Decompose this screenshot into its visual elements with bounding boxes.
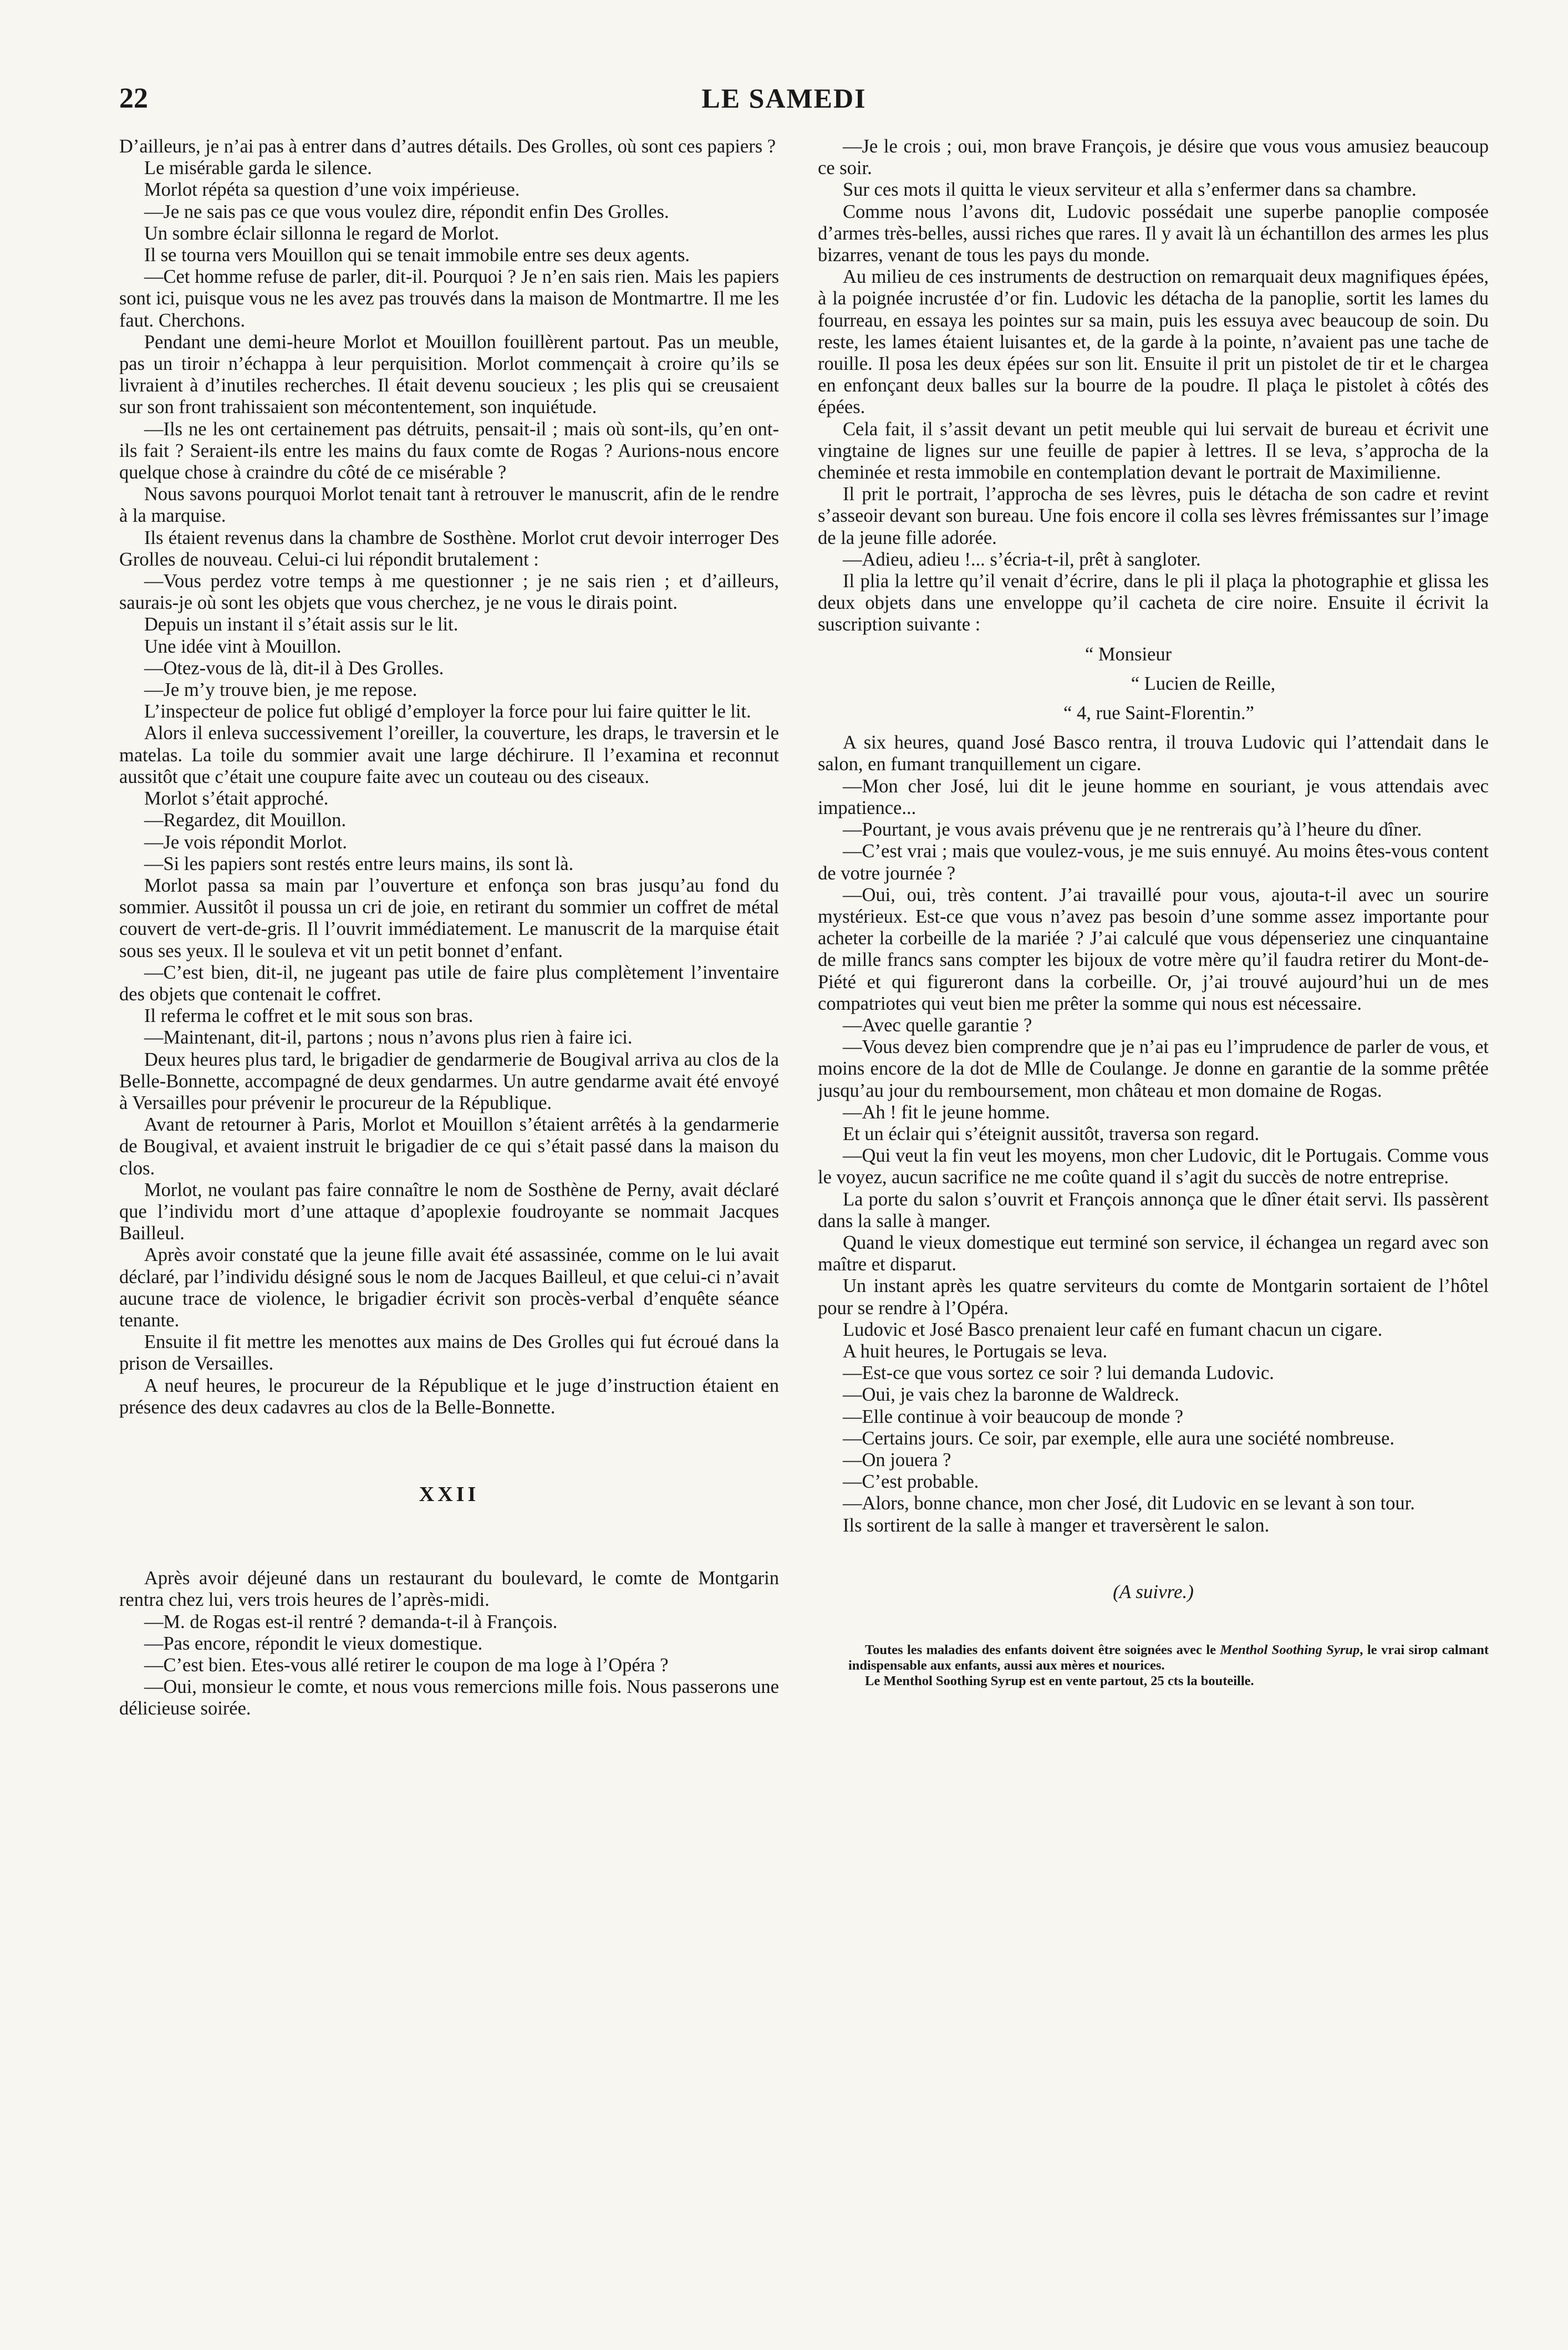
paragraph: Avant de retourner à Paris, Morlot et Mouillon s’étaient arrêtés à la gendarmerie de Bougival, et avaient instruit le brigadier de ce qui s’était passé dans la maison du clos.	[119, 1114, 779, 1179]
paragraph: Cela fait, il s’assit devant un petit meuble qui lui servait de bureau et écrivit une vingtaine de lignes sur une feuille de papier à lettres. Il se leva, s’approcha de la cheminée et resta immobile en contemplation devant le portrait de Maximilienne.	[818, 418, 1489, 484]
paragraph: —Mon cher José, lui dit le jeune homme en souriant, je vous attendais avec impatience...	[818, 775, 1489, 818]
paragraph: L’inspecteur de police fut obligé d’employer la force pour lui faire quitter le lit.	[144, 701, 751, 723]
page-header	[119, 82, 1449, 121]
paragraph: Après avoir déjeuné dans un restaurant du boulevard, le comte de Montgarin rentra chez lui, vers trois heures de l’après-midi.	[119, 1568, 779, 1611]
paragraph: —C’est bien. Etes-vous allé retirer le coupon de ma loge à l’Opéra ?	[144, 1655, 669, 1676]
paragraph: —Pas encore, répondit le vieux domestique.	[144, 1632, 483, 1654]
envelope-address	[818, 644, 1489, 725]
advert-line: Le Menthol Soothing Syrup est en vente partout, 25 cts la bouteille.	[865, 1674, 1254, 1688]
paragraph: —Adieu, adieu !... s’écria-t-il, prêt à sangloter.	[843, 548, 1201, 570]
advertisement	[848, 1642, 1489, 1689]
left-paragraphs	[119, 136, 779, 1418]
right-paragraphs-after	[818, 732, 1489, 1537]
paragraph: Il referma le coffret et le mit sous son bras.	[144, 1005, 474, 1027]
advert-text: Toutes les maladies des enfants doivent être soignées avec le	[865, 1642, 1216, 1657]
paragraph: Le misérable garda le silence.	[144, 157, 372, 179]
paragraph: Sur ces mots il quitta le vieux serviteur et alla s’enfermer dans sa chambre.	[843, 179, 1417, 201]
chapter-paragraphs	[119, 1568, 779, 1720]
paragraph: —Oui, monsieur le comte, et nous vous remercions mille fois. Nous passerons une délicieuse soirée.	[119, 1676, 779, 1720]
paragraph: —Je m’y trouve bien, je me repose.	[144, 679, 418, 701]
paragraph: —Ah ! fit le jeune homme.	[843, 1101, 1050, 1123]
advert-product: Menthol Soothing Syrup	[1220, 1642, 1360, 1657]
paragraph: —Je le crois ; oui, mon brave François, je désire que vous vous amusiez beaucoup ce soir.	[818, 136, 1489, 179]
paragraph: —On jouera ?	[843, 1449, 951, 1471]
right-column	[818, 136, 1489, 1689]
paragraph: Morlot s’était approché.	[144, 788, 329, 810]
paragraph: A neuf heures, le procureur de la République et le juge d’instruction étaient en présence des deux cadavres au clos de la Belle-Bonnette.	[119, 1375, 779, 1418]
right-paragraphs-before	[818, 136, 1489, 636]
paragraph: —Pourtant, je vous avais prévenu que je ne rentrerais qu’à l’heure du dîner.	[843, 819, 1422, 841]
paragraph: —Alors, bonne chance, mon cher José, dit Ludovic en se levant à son tour.	[843, 1493, 1415, 1514]
address-line: “ Monsieur	[1085, 643, 1172, 665]
paragraph: Nous savons pourquoi Morlot tenait tant à retrouver le manuscrit, afin de le rendre à la marquise.	[119, 484, 779, 527]
paragraph: —Cet homme refuse de parler, dit-il. Pourquoi ? Je n’en sais rien. Mais les papiers sont ici, puisque vous ne les avez pas trouvés dans la maison de Montmartre. Il me les faut. Cherchons.	[119, 266, 779, 331]
paragraph: Morlot, ne voulant pas faire connaître le nom de Sosthène de Perny, avait déclaré que l’individu mort d’une attaque d’apoplexie foudroyante se nommait Jacques Bailleul.	[119, 1179, 779, 1244]
paragraph: Ils sortirent de la salle à manger et traversèrent le salon.	[843, 1514, 1270, 1536]
paragraph: Quand le vieux domestique eut terminé son service, il échangea un regard avec son maître et disparut.	[818, 1232, 1489, 1275]
paragraph: La porte du salon s’ouvrit et François annonça que le dîner était servi. Ils passèrent dans la salle à manger.	[818, 1188, 1489, 1232]
paragraph: Pendant une demi-heure Morlot et Mouillon fouillèrent partout. Pas un meuble, pas un tiroir n’échappa à leur perquisition. Morlot commençait à croire qu’ils se livraient à d’inutiles recherches. Il était devenu soucieux ; les plis qui se creusaient sur son front trahissaient son mécontentement, son inquiétude.	[119, 331, 779, 418]
paragraph: Il plia la lettre qu’il venait d’écrire, dans le pli il plaça la photographie et glissa les deux objets dans une enveloppe qu’il cacheta de cire noire. Ensuite il écrivit la suscription suivante :	[818, 571, 1489, 635]
left-column	[119, 136, 779, 1720]
paragraph: D’ailleurs, je n’ai pas à entrer dans d’autres détails. Des Grolles, où sont ces papiers ?	[119, 136, 776, 157]
paragraph: Après avoir constaté que la jeune fille avait été assassinée, comme on le lui avait déclaré, par l’individu désigné sous le nom de Jacques Bailleul, et que celui-ci n’avait aucune trace de violence, le brigadier écrivit son procès-verbal d’enquête séance tenante.	[119, 1244, 779, 1331]
paragraph: Morlot répéta sa question d’une voix impérieuse.	[144, 179, 520, 201]
paragraph: —Elle continue à voir beaucoup de monde ?	[843, 1406, 1184, 1427]
paragraph: Ludovic et José Basco prenaient leur café en fumant chacun un cigare.	[843, 1319, 1383, 1340]
paragraph: Il prit le portrait, l’approcha de ses lèvres, puis le détacha de son cadre et revint s’asseoir devant son bureau. Une fois encore il colla ses lèvres frémissantes sur l’image de la jeune fille adorée.	[818, 484, 1489, 548]
advert-line	[848, 1642, 1489, 1674]
paragraph: —Vous devez bien comprendre que je n’ai pas eu l’imprudence de parler de vous, et moins encore de la dot de Mlle de Coulange. Je donne en garantie de la somme prêtée jusqu’au jour du remboursement, mon château et mon domaine de Rogas.	[818, 1036, 1489, 1101]
page-number: 22	[119, 83, 148, 114]
paragraph: A huit heures, le Portugais se leva.	[843, 1340, 1108, 1362]
to-be-continued: (A suivre.)	[1113, 1580, 1194, 1603]
paragraph: —Vous perdez votre temps à me questionner ; je ne sais rien ; et d’ailleurs, saurais-je où sont les objets que vous cherchez, je ne vous le dirais point.	[119, 571, 779, 614]
paragraph: —Je ne sais pas ce que vous voulez dire, répondit enfin Des Grolles.	[144, 201, 669, 222]
paragraph: Il se tourna vers Mouillon qui se tenait immobile entre ses deux agents.	[144, 245, 690, 266]
paragraph: —Certains jours. Ce soir, par exemple, elle aura une société nombreuse.	[843, 1427, 1394, 1449]
paragraph: Morlot passa sa main par l’ouverture et enfonça son bras jusqu’au fond du sommier. Aussitôt il poussa un cri de joie, en retirant du sommier un coffret de métal couvert de vert-de-gris. Il l’ouvrit immédiatement. Le manuscrit de la marquise était sous ses yeux. Il le souleva et vit un petit bonnet d’enfant.	[119, 874, 779, 962]
paragraph: Comme nous l’avons dit, Ludovic possédait une superbe panoplie composée d’armes très-belles, aussi riches que rares. Il y avait là un échantillon des armes les plus bizarres, venant de tous les pays du monde.	[818, 201, 1489, 266]
paragraph: —Regardez, dit Mouillon.	[144, 810, 347, 831]
paragraph: Une idée vint à Mouillon.	[144, 635, 342, 657]
paragraph: Un instant après les quatre serviteurs du comte de Montgarin sortaient de l’hôtel pour se rendre à l’Opéra.	[818, 1275, 1489, 1319]
paragraph: Un sombre éclair sillonna le regard de Morlot.	[144, 222, 499, 244]
paragraph: Ils étaient revenus dans la chambre de Sosthène. Morlot crut devoir interroger Des Grolles de nouveau. Celui-ci lui répondit brutalement :	[119, 527, 779, 570]
paragraph: —C’est bien, dit-il, ne jugeant pas utile de faire plus complètement l’inventaire des objets que contenait le coffret.	[119, 962, 779, 1005]
paragraph: A six heures, quand José Basco rentra, il trouva Ludovic qui l’attendait dans le salon, en fumant tranquillement un cigare.	[818, 732, 1489, 775]
paragraph: Alors il enleva successivement l’oreiller, la couverture, les draps, le traversin et le matelas. La toile du sommier avait une large déchirure. Il l’examina et reconnut aussitôt que c’était une coupure faite avec un couteau ou des ciseaux.	[119, 723, 779, 787]
paragraph: Au milieu de ces instruments de destruction on remarquait deux magnifiques épées, à la poignée incrustée d’or fin. Ludovic les détacha de la panoplie, sortit les lames du fourreau, en essaya les pointes sur sa main, puis les essuya avec beaucoup de soin. Du reste, les lames étaient luisantes et, de la garde à la pointe, n’avaient pas une tache de rouille. Il posa les deux épées sur son lit. Ensuite il prit un pistolet de tir et le chargea en enfonçant deux balles sur la bourre de la poudre. Il plaça le pistolet à côtés des épées.	[818, 266, 1489, 418]
paragraph: —Otez-vous de là, dit-il à Des Grolles.	[144, 657, 444, 679]
paragraph: —M. de Rogas est-il rentré ? demanda-t-il à François.	[144, 1611, 558, 1632]
advert-text: , le vrai sirop calmant indispensable aux enfants, aussi aux mères et nourices.	[848, 1642, 1489, 1673]
paragraph: —Je vois répondit Morlot.	[144, 831, 348, 853]
running-title: LE SAMEDI	[701, 83, 867, 114]
paragraph: —Maintenant, dit-il, partons ; nous n’avons plus rien à faire ici.	[144, 1027, 633, 1049]
paragraph: —Ils ne les ont certainement pas détruits, pensait-il ; mais où sont-ils, qu’en ont-ils fait ? Seraient-ils entre les mains du faux comte de Rogas ? Aurions-nous encore quelque chose à craindre du côté de ce misérable ?	[119, 418, 779, 484]
chapter-heading: XXII	[419, 1482, 480, 1506]
paragraph: Deux heures plus tard, le brigadier de gendarmerie de Bougival arriva au clos de la Belle-Bonnette, accompagné de deux gendarmes. Un autre gendarme avait été envoyé à Versailles pour prévenir le procureur de la République.	[119, 1049, 779, 1113]
paragraph: —Oui, oui, très content. J’ai travaillé pour vous, ajouta-t-il avec un sourire mystérieux. Est-ce que vous n’avez pas besoin d’une somme assez importante pour acheter la corbeille de la mariée ? J’ai calculé que vous dépenseriez une cinquantaine de mille francs sans compter les bijoux de votre mère qu’il faudra retirer du Mont-de-Piété et qui figureront dans la corbeille. Or, j’ai trouvé aujourd’hui un de mes compatriotes qui veut bien me prêter la somme qui nous est nécessaire.	[818, 884, 1489, 1014]
paragraph: —Oui, je vais chez la baronne de Waldreck.	[843, 1384, 1179, 1406]
paragraph: —Avec quelle garantie ?	[843, 1014, 1032, 1036]
paragraph: —Est-ce que vous sortez ce soir ? lui demanda Ludovic.	[843, 1362, 1274, 1384]
paragraph: Ensuite il fit mettre les menottes aux mains de Des Grolles qui fut écroué dans la prison de Versailles.	[119, 1331, 779, 1375]
paragraph: Et un éclair qui s’éteignit aussitôt, traversa son regard.	[843, 1123, 1260, 1145]
paragraph: —C’est probable.	[843, 1471, 979, 1493]
paragraph: —C’est vrai ; mais que voulez-vous, je me suis ennuyé. Au moins êtes-vous content de votre journée ?	[818, 841, 1489, 884]
paragraph: —Qui veut la fin veut les moyens, mon cher Ludovic, dit le Portugais. Comme vous le voyez, aucun sacrifice ne me coûte quand il s’agit du succès de notre entreprise.	[818, 1145, 1489, 1188]
paragraph: Depuis un instant il s’était assis sur le lit.	[144, 614, 459, 635]
address-line: “ 4, rue Saint-Florentin.”	[1063, 703, 1254, 724]
paragraph: —Si les papiers sont restés entre leurs mains, ils sont là.	[144, 853, 574, 874]
address-line: “ Lucien de Reille,	[1131, 673, 1276, 694]
